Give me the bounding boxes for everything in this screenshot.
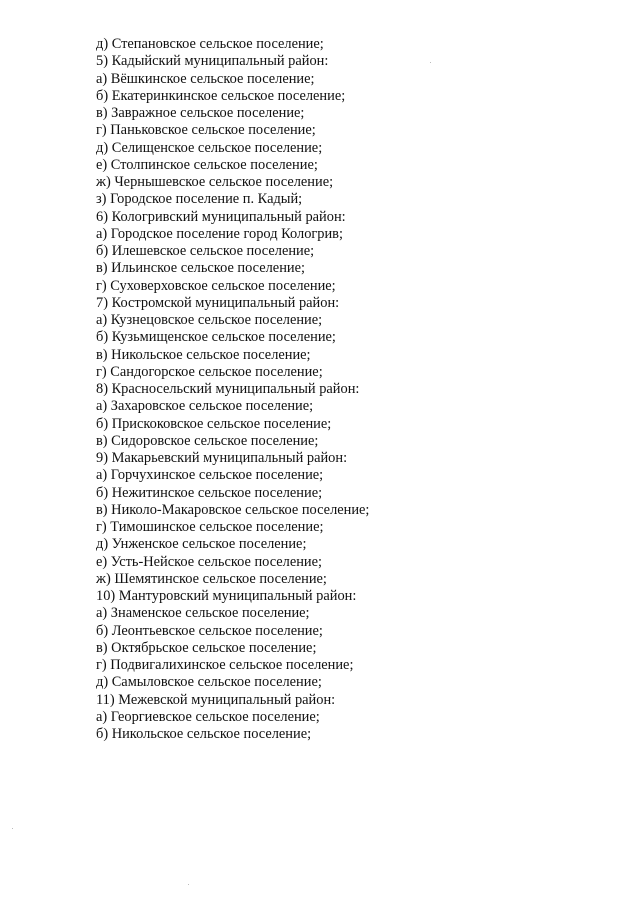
list-line: а) Георгиевское сельское поселение; [96, 708, 320, 725]
list-line: 5) Кадыйский муниципальный район: [96, 53, 329, 70]
list-line: 9) Макарьевский муниципальный район: [96, 450, 348, 466]
list-line: б) Илешевское сельское поселение; [96, 243, 315, 259]
list-line: д) Самыловское сельское поселение; [96, 674, 322, 691]
list-line: з) Городское поселение п. Кадый; [96, 191, 303, 208]
list-line: а) Захаровское сельское поселение; [96, 398, 314, 415]
list-line: е) Столпинское сельское поселение; [96, 156, 318, 173]
list-line: е) Усть-Нейское сельское поселение; [96, 553, 323, 570]
list-line: г) Суховерховское сельское поселение; [96, 277, 336, 294]
list-line: д) Степановское сельское поселение; [96, 36, 324, 52]
list-line: 11) Межевской муниципальный район: [96, 691, 336, 708]
list-line: в) Завражное сельское поселение; [96, 105, 305, 121]
list-line: а) Знаменское сельское поселение; [96, 605, 310, 622]
list-line: в) Николо-Макаровское сельское поселение; [96, 501, 370, 518]
list-line: г) Тимошинское сельское поселение; [96, 519, 324, 535]
list-line: б) Кузьмищенское сельское поселение; [96, 329, 336, 346]
list-line: в) Ильинское сельское поселение; [96, 260, 305, 277]
scan-speck [12, 828, 13, 829]
settlement-list [96, 36, 556, 743]
list-line: д) Унженское сельское поселение; [96, 536, 307, 553]
list-line: д) Селищенское сельское поселение; [96, 139, 323, 156]
list-line: г) Паньковское сельское поселение; [96, 122, 316, 139]
list-line: б) Екатеринкинское сельское поселение; [96, 87, 346, 104]
list-line: 7) Костромской муниципальный район: [96, 294, 340, 311]
list-line: в) Сидоровское сельское поселение; [96, 432, 319, 449]
list-line: б) Леонтьевское сельское поселение; [96, 622, 323, 639]
scan-speck [430, 62, 431, 63]
list-line: г) Подвигалихинское сельское поселение; [96, 657, 354, 673]
list-line: ж) Шемятинское сельское поселение; [96, 570, 327, 587]
list-line: ж) Чернышевское сельское поселение; [96, 174, 334, 190]
list-line: 6) Кологривский муниципальный район: [96, 208, 346, 225]
list-line: а) Городское поселение город Кологрив; [96, 225, 343, 242]
list-line: а) Горчухинское сельское поселение; [96, 467, 324, 484]
list-line: б) Никольское сельское поселение; [96, 726, 312, 742]
list-line: в) Никольское сельское поселение; [96, 346, 311, 363]
list-line: г) Сандогорское сельское поселение; [96, 363, 323, 380]
list-line: 10) Мантуровский муниципальный район: [96, 588, 357, 604]
list-line: б) Прискоковское сельское поселение; [96, 415, 332, 432]
list-line: в) Октябрьское сельское поселение; [96, 639, 317, 656]
list-line: б) Нежитинское сельское поселение; [96, 484, 323, 501]
list-line: а) Кузнецовское сельское поселение; [96, 312, 323, 328]
scan-speck [188, 884, 189, 885]
list-line: 8) Красносельский муниципальный район: [96, 381, 360, 397]
list-line: а) Вёшкинское сельское поселение; [96, 70, 315, 87]
